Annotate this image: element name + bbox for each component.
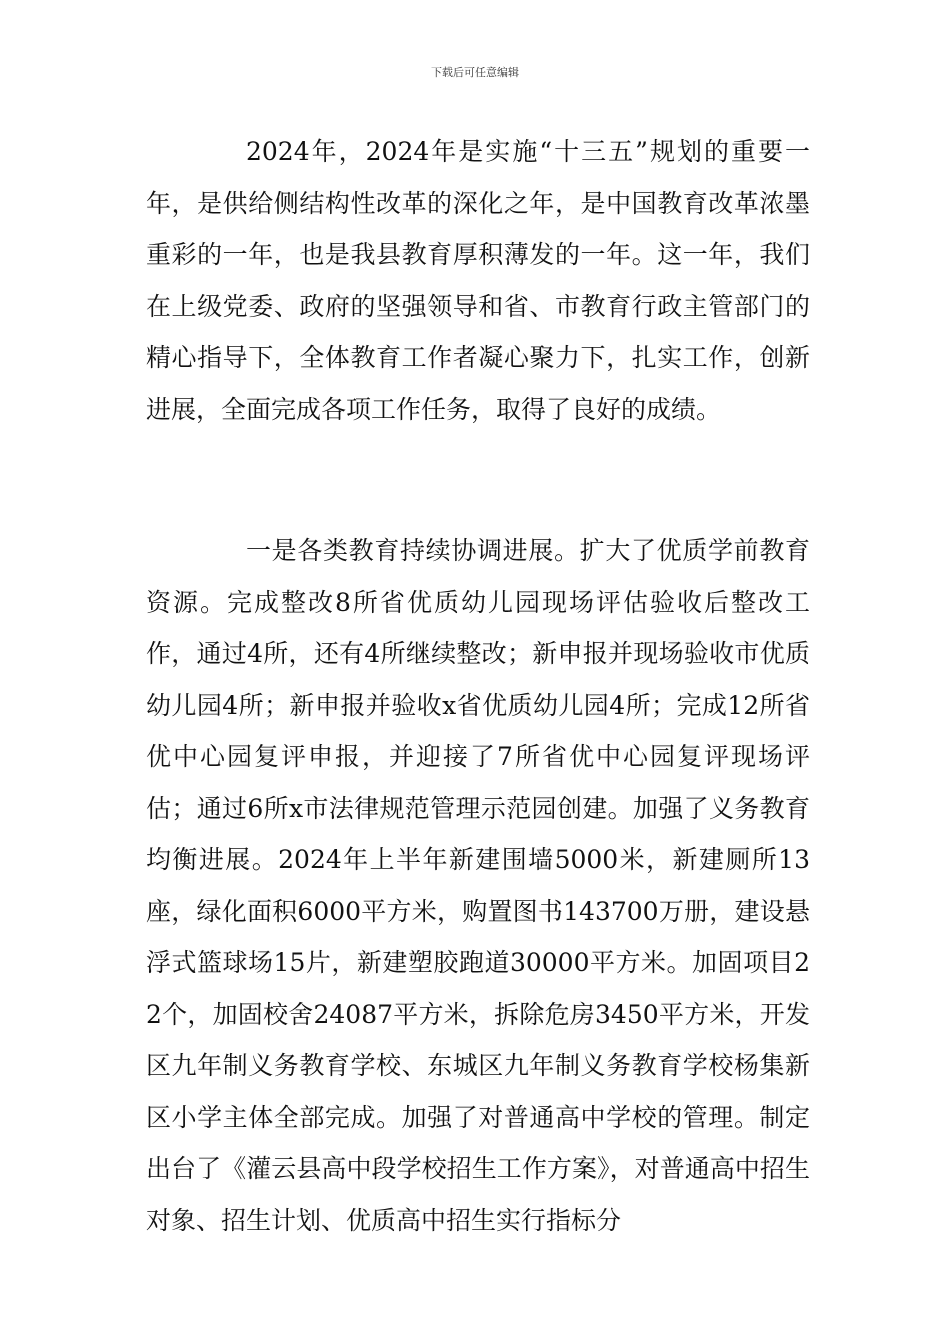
paragraph-education-progress: 一是各类教育持续协调进展。扩大了优质学前教育资源。完成整改8所省优质幼儿园现场评估验收后整改工作，通过4所，还有4所继续整改；新申报并现场验收市优质幼儿园4所；新申报并验收x省优质幼儿园4所；完成12所省优中心园复评申报，并迎接了7所省优中心园复评现场评估；通过6所x市法律规范管理示范园创建。加强了义务教育均衡进展。2024年上半年新建围墙5000米，新建厕所13座，绿化面积6000平方米，购置图书143700万册，建设悬浮式篮球场15片，新建塑胶跑道30000平方米。加固项目22个，加固校舍24087平方米，拆除危房3450平方米，开发区九年制义务教育学校、东城区九年制义务教育学校杨集新区小学主体全部完成。加强了对普通高中学校的管理。制定出台了《灌云县高中段学校招生工作方案》，对普通高中招生对象、招生计划、优质高中招生实行指标分	[146, 536, 810, 1235]
paragraph-intro: 2024年，2024年是实施“十三五”规划的重要一年，是供给侧结构性改革的深化之年，是中国教育改革浓墨重彩的一年，也是我县教育厚积薄发的一年。这一年，我们在上级党委、政府的坚强领导和省、市教育行政主管部门的精心指导下，全体教育工作者凝心聚力下，扎实工作，创新进展，全面完成各项工作任务，取得了良好的成绩。	[146, 137, 810, 424]
page-header-caption: 下载后可任意编辑	[431, 66, 519, 79]
